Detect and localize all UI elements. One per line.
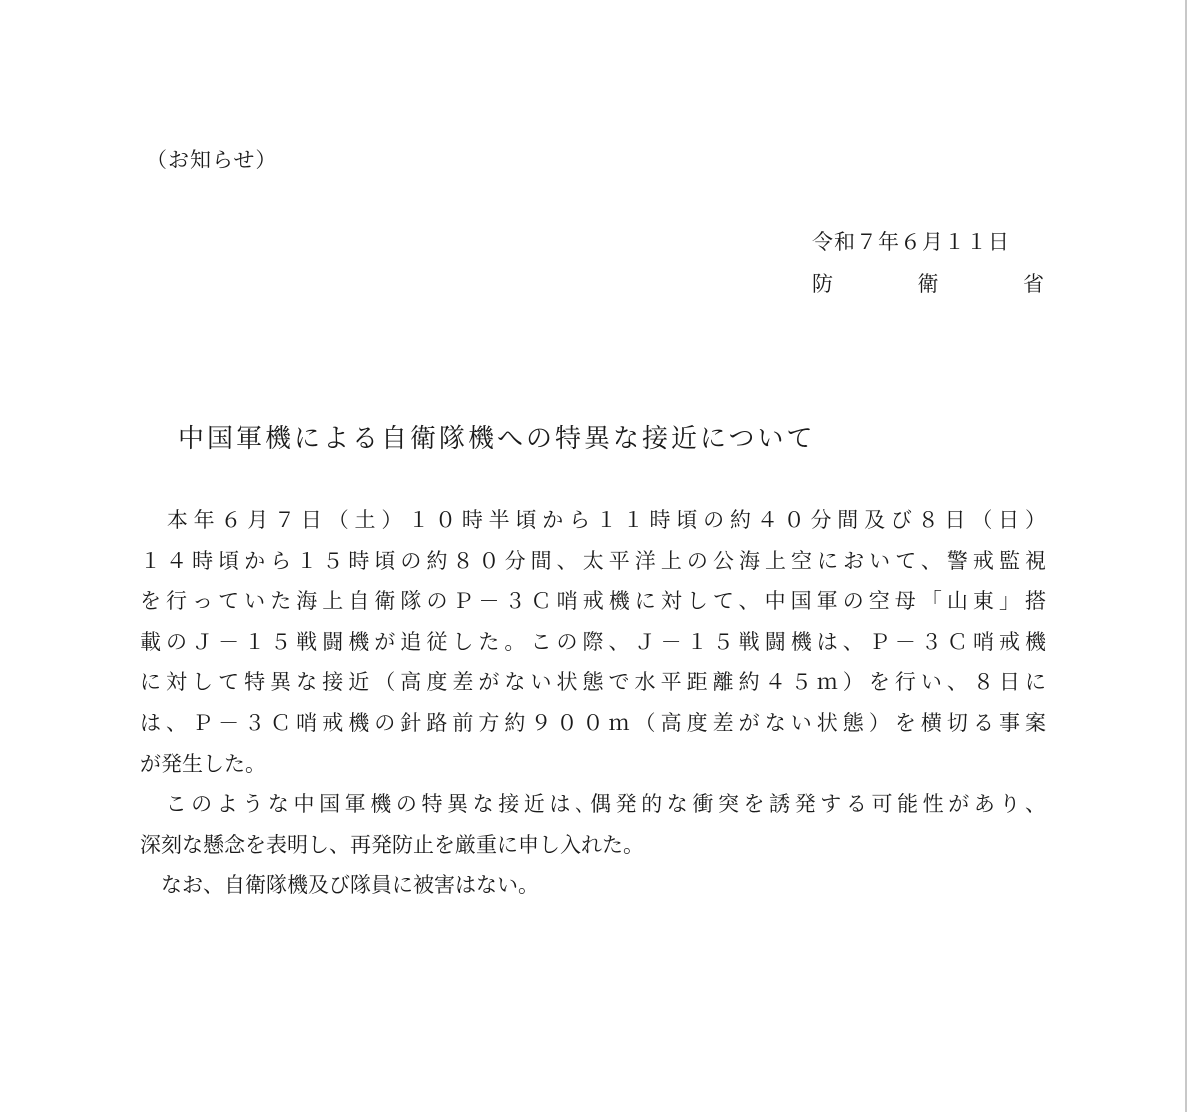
org-char-1: 防: [812, 272, 833, 296]
org-char-2: 衛: [917, 272, 939, 296]
body-line-2: １４時頃から１５時頃の約８０分間、太平洋上の公海上空において、警戒監視: [140, 548, 1046, 573]
body-line-9: 深刻な懸念を表明し、再発防止を厳重に申し入れた。: [140, 832, 644, 857]
body-line-1: 本年６月７日（土）１０時半頃から１１時頃の約４０分間及び８日（日）: [140, 508, 1046, 532]
body-text: [140, 500, 1046, 906]
body-line-7: が発生した。: [140, 751, 266, 776]
issue-date: 令和７年６月１１日: [812, 230, 1010, 254]
body-line-5: に対して特異な接近（高度差がない状態で水平距離約４５ｍ）を行い、８日に: [140, 670, 1046, 695]
org-char-3: 省: [1023, 272, 1044, 296]
body-line-8: このような中国軍機の特異な接近は､偶発的な衝突を誘発する可能性があり、: [140, 792, 1046, 817]
body-line-10: なお、自衛隊機及び隊員に被害はない。: [140, 873, 539, 898]
issuing-organization: [812, 264, 1044, 304]
header-block: [812, 224, 1044, 304]
body-line-4: 載のＪ－１５戦闘機が追従した。この際、Ｊ－１５戦闘機は、Ｐ－３Ｃ哨戒機: [140, 629, 1046, 654]
document-title: 中国軍機による自衛隊機への特異な接近について: [178, 424, 816, 454]
body-line-6: は、Ｐ－３Ｃ哨戒機の針路前方約９００ｍ（高度差がない状態）を横切る事案: [140, 710, 1046, 735]
page-edge-divider: [1185, 0, 1187, 1112]
body-line-3: を行っていた海上自衛隊のＰ－３Ｃ哨戒機に対して、中国軍の空母「山東」搭: [140, 589, 1046, 614]
notice-label: （お知らせ）: [146, 148, 278, 172]
